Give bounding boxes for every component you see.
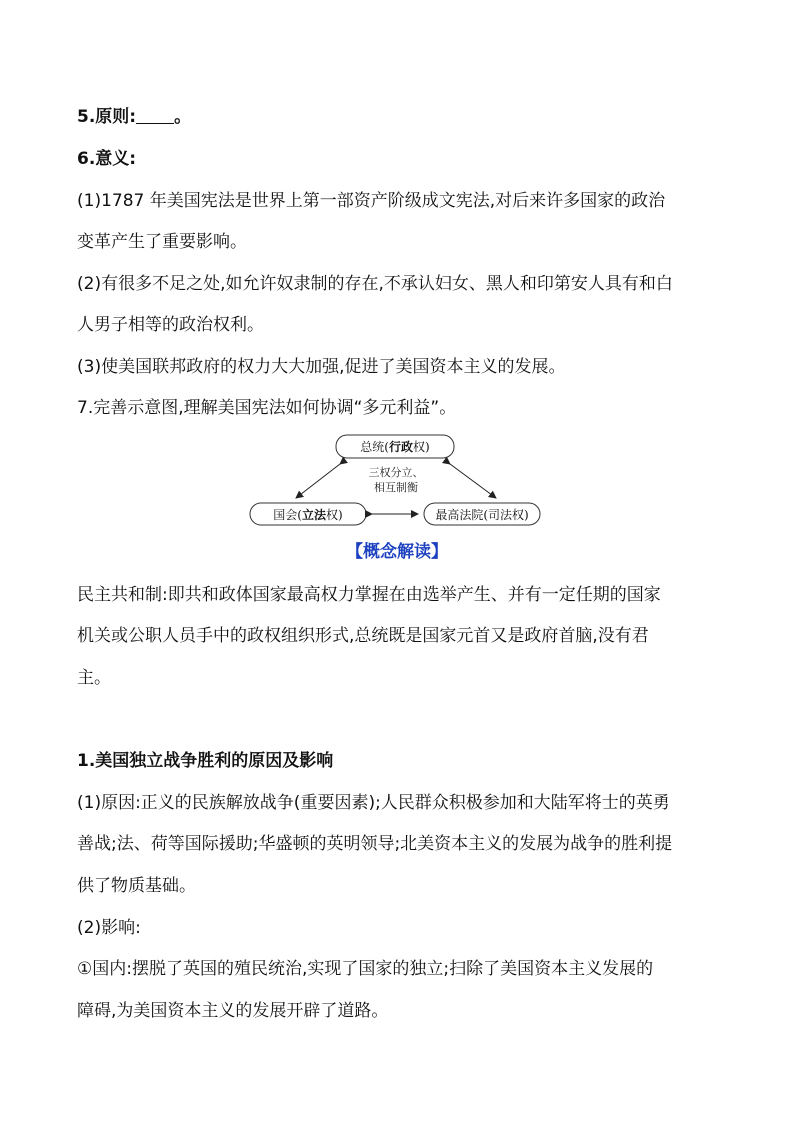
section-5-label: 5.原则: xyxy=(77,107,137,127)
center-label-line-1: 三权分立、 xyxy=(368,466,424,479)
supreme-court-label: 最高法院(司法权) xyxy=(435,508,529,522)
concept-title: 【概念解读】 xyxy=(346,542,448,562)
cause-line-2: 善战;法、荷等国际援助;华盛顿的英明领导;北美资本主义的发展为战争的胜利提 xyxy=(77,834,673,854)
section-6-heading: 6.意义: xyxy=(77,149,137,169)
president-label: 总统(行政权) xyxy=(360,440,430,454)
concept-line-3: 主。 xyxy=(77,668,111,688)
significance-2-line-2: 人男子相等的政治权利。 xyxy=(77,315,264,335)
congress-label: 国会(立法权) xyxy=(273,508,343,522)
cause-line-3: 供了物质基础。 xyxy=(77,876,196,896)
impact-heading: (2)影响: xyxy=(77,918,141,938)
section-7-heading: 7.完善示意图,理解美国宪法如何协调“多元利益”。 xyxy=(77,398,457,418)
impact-line-1: ①国内:摆脱了英国的殖民统治,实现了国家的独立;扫除了美国资本主义发展的 xyxy=(77,959,654,979)
concept-line-2: 机关或公职人员手中的政权组织形式,总统既是国家元首又是政府首脑,没有君 xyxy=(77,626,649,646)
answer-blank xyxy=(136,107,174,124)
significance-3-line-1: (3)使美国联邦政府的权力大大加强,促进了美国资本主义的发展。 xyxy=(77,357,566,377)
significance-1-line-2: 变革产生了重要影响。 xyxy=(77,232,247,252)
significance-1-line-1: (1)1787 年美国宪法是世界上第一部资产阶级成文宪法,对后来许多国家的政治 xyxy=(77,191,666,211)
section-5-tail: 。 xyxy=(174,107,192,127)
separation-of-powers-diagram xyxy=(0,428,794,538)
section-5-line xyxy=(77,106,191,128)
center-label-line-2: 相互制衡 xyxy=(374,481,418,494)
significance-2-line-1: (2)有很多不足之处,如允许奴隶制的存在,不承认妇女、黑人和印第安人具有和白 xyxy=(77,274,673,294)
section-1-heading: 1.美国独立战争胜利的原因及影响 xyxy=(77,751,334,771)
concept-line-1: 民主共和制:即共和政体国家最高权力掌握在由选举产生、并有一定任期的国家 xyxy=(77,585,661,605)
arrow-president-congress xyxy=(296,464,340,498)
impact-line-2: 障碍,为美国资本主义的发展开辟了道路。 xyxy=(77,1001,389,1021)
arrow-president-court xyxy=(450,464,496,498)
cause-line-1: (1)原因:正义的民族解放战争(重要因素);人民群众积极参加和大陆军将士的英勇 xyxy=(77,793,670,813)
